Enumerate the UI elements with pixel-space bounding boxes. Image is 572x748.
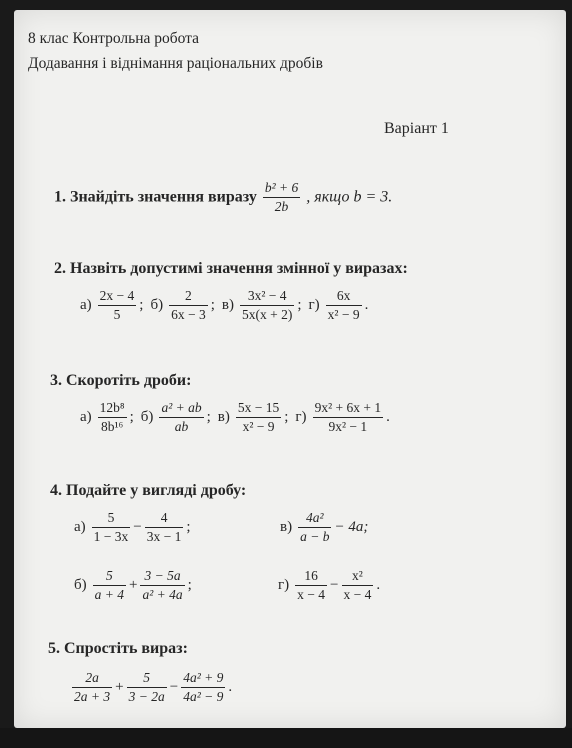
denominator: 8b¹⁶ <box>101 419 124 434</box>
denominator: 3x − 1 <box>146 529 182 544</box>
separator: ; <box>210 297 215 313</box>
operator: − <box>330 577 339 593</box>
denominator: x² − 9 <box>327 307 360 322</box>
item-label: б) <box>74 577 87 593</box>
numerator: 5 <box>93 568 126 586</box>
task-4-b <box>74 568 195 603</box>
separator: ; <box>139 297 144 313</box>
denominator: a − b <box>300 529 330 544</box>
denominator: 1 − 3x <box>93 529 129 544</box>
separator: ; <box>284 409 289 425</box>
item-label: г) <box>295 409 307 425</box>
item-label: в) <box>221 297 234 313</box>
denominator: x² − 9 <box>242 419 275 434</box>
numerator: 5 <box>92 510 131 528</box>
header-subtitle: Додавання і віднімання раціональних дробів <box>28 55 323 72</box>
task-4-title: 4. Подайте у вигляді дробу: <box>50 482 247 499</box>
task-1-fraction <box>263 180 300 215</box>
fraction <box>127 670 167 705</box>
denominator: 5x(x + 2) <box>241 307 293 322</box>
task-1 <box>54 180 392 215</box>
item-label: в) <box>280 519 293 535</box>
numerator: 3x² − 4 <box>240 288 294 306</box>
denominator: 9x² − 1 <box>328 419 368 434</box>
item-label: а) <box>80 297 92 313</box>
task-4-a <box>74 510 194 545</box>
operator: + <box>115 679 124 695</box>
separator: ; <box>186 519 191 535</box>
separator: . <box>228 679 233 695</box>
denominator: 2b <box>274 199 289 214</box>
task-3-items <box>80 400 393 435</box>
numerator: 2x − 4 <box>98 288 137 306</box>
item-label: б) <box>140 409 154 425</box>
numerator: a² + ab <box>159 400 203 418</box>
numerator: 2 <box>169 288 208 306</box>
separator: . <box>376 577 381 593</box>
fraction <box>145 510 184 545</box>
fraction <box>181 670 225 705</box>
item-label: б) <box>150 297 164 313</box>
item-label: г) <box>308 297 320 313</box>
fraction <box>326 288 362 323</box>
operator: + <box>129 577 138 593</box>
numerator: 12b⁸ <box>98 400 127 418</box>
item-label: а) <box>74 519 86 535</box>
fraction <box>98 400 127 435</box>
numerator: 5 <box>127 670 167 688</box>
fraction <box>169 288 208 323</box>
separator: ; <box>187 577 192 593</box>
task-2-title: 2. Назвіть допустимі значення змінної у виразах: <box>54 260 408 277</box>
numerator: x² <box>342 568 374 586</box>
task-1-suffix: , якщо b = 3. <box>306 188 393 206</box>
numerator: 16 <box>295 568 327 586</box>
numerator: 4 <box>145 510 184 528</box>
fraction <box>159 400 203 435</box>
fraction <box>313 400 384 435</box>
worksheet <box>14 10 566 728</box>
fraction <box>140 568 184 603</box>
fraction <box>342 568 374 603</box>
separator: . <box>364 297 369 313</box>
numerator: 3 − 5a <box>140 568 184 586</box>
denominator: 2a + 3 <box>74 689 111 704</box>
task-4-v <box>280 510 369 545</box>
variant-label: Варіант 1 <box>384 120 449 137</box>
item-label: а) <box>80 409 92 425</box>
item-label: в) <box>217 409 230 425</box>
task-3-title: 3. Скоротіть дроби: <box>50 372 192 389</box>
fraction <box>72 670 112 705</box>
separator: ; <box>206 409 211 425</box>
numerator: 5x − 15 <box>236 400 281 418</box>
task-2-items <box>80 288 371 323</box>
numerator: 2a <box>72 670 112 688</box>
task-5-expression <box>70 670 235 705</box>
denominator: 4a² − 9 <box>183 689 224 704</box>
denominator: 3 − 2a <box>128 689 165 704</box>
separator: . <box>386 409 390 425</box>
separator: ; <box>297 297 302 313</box>
bottom-edge <box>0 728 572 748</box>
numerator: 9x² + 6x + 1 <box>313 400 384 418</box>
numerator: b² + 6 <box>263 180 300 198</box>
fraction <box>295 568 327 603</box>
denominator: a + 4 <box>94 587 125 602</box>
fraction <box>298 510 331 545</box>
task-1-prefix: 1. Знайдіть значення виразу <box>54 188 257 206</box>
numerator: 4a² + 9 <box>181 670 225 688</box>
denominator: x − 4 <box>343 587 372 602</box>
fraction <box>98 288 137 323</box>
header-title: 8 клас Контрольна робота <box>28 30 200 47</box>
expression-tail: − 4a; <box>334 519 369 535</box>
item-label: г) <box>278 577 290 593</box>
denominator: ab <box>174 419 189 434</box>
denominator: a² + 4a <box>142 587 183 602</box>
fraction <box>92 510 131 545</box>
operator: − <box>133 519 142 535</box>
numerator: 6x <box>326 288 362 306</box>
operator: − <box>169 679 179 695</box>
fraction <box>240 288 294 323</box>
task-5-title: 5. Спростіть вираз: <box>48 640 188 657</box>
task-4-g <box>278 568 383 603</box>
numerator: 4a² <box>298 510 331 528</box>
fraction <box>236 400 281 435</box>
fraction <box>93 568 126 603</box>
denominator: x − 4 <box>297 587 326 602</box>
denominator: 5 <box>113 307 121 322</box>
separator: ; <box>129 409 134 425</box>
denominator: 6x − 3 <box>171 307 206 322</box>
